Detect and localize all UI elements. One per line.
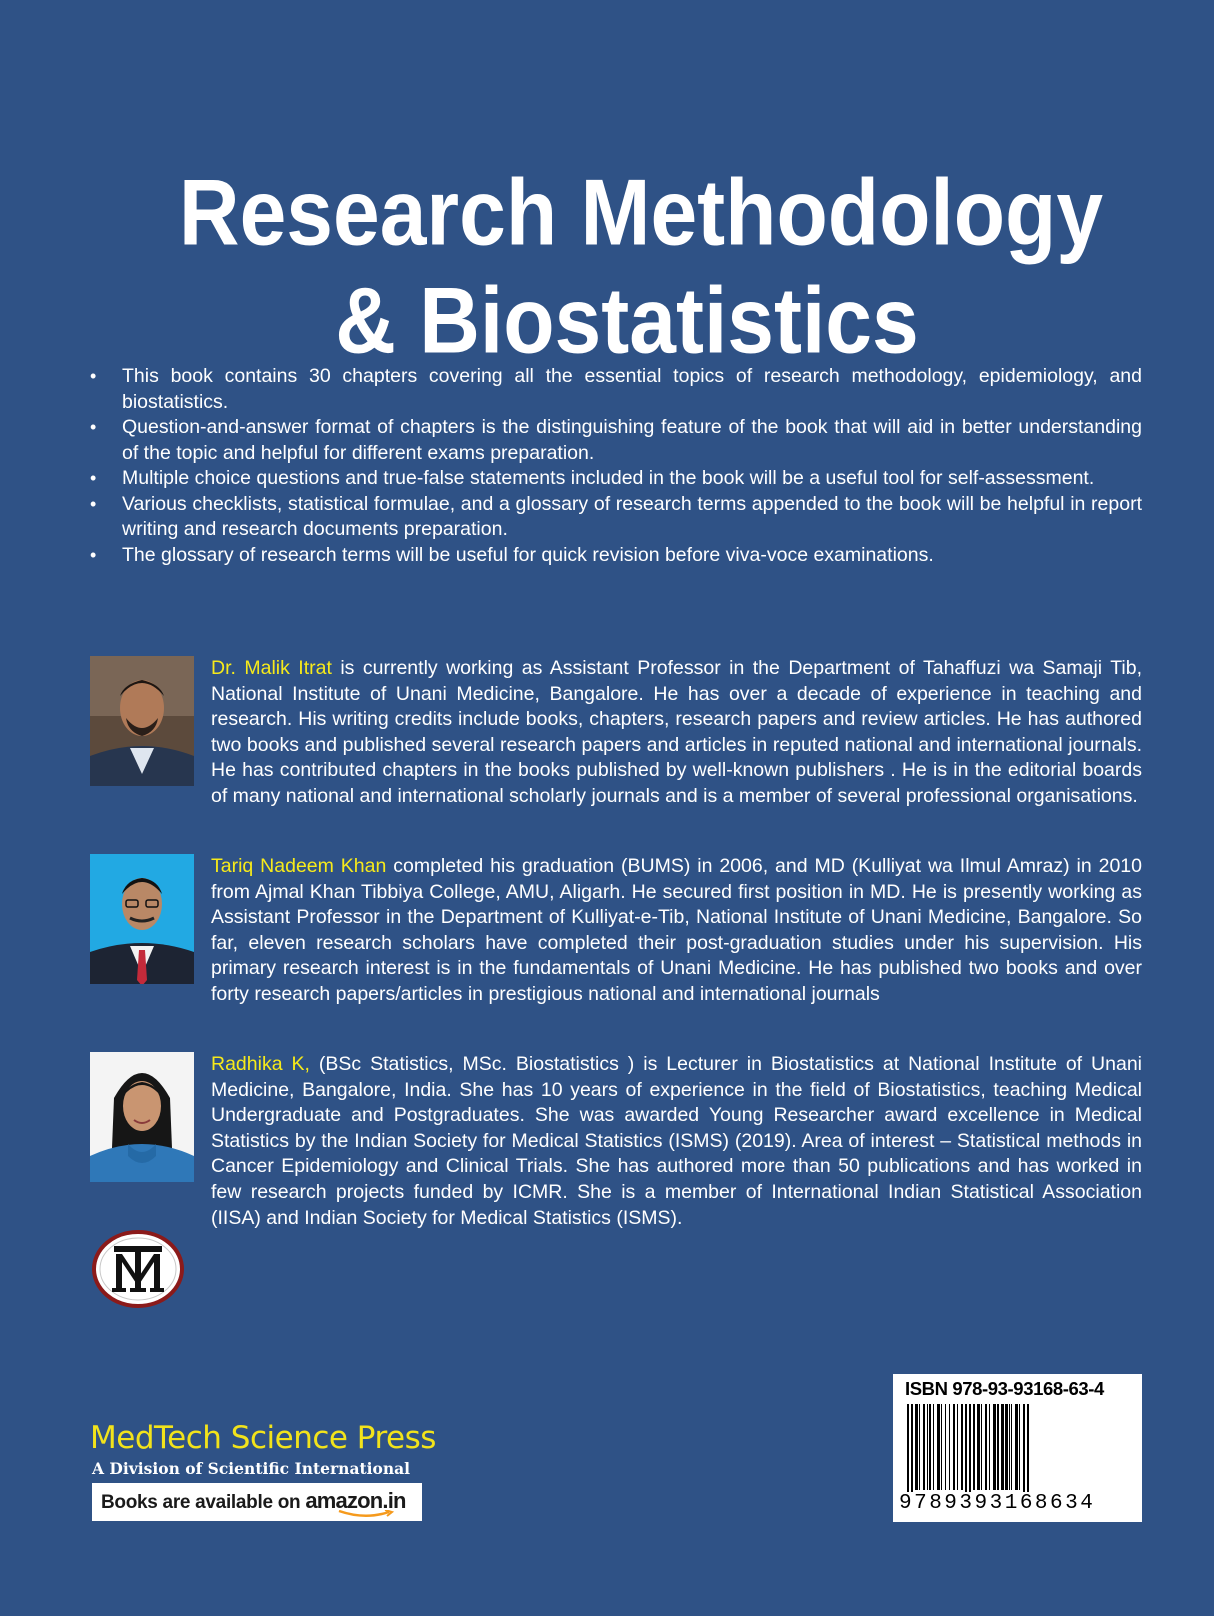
barcode-icon (905, 1404, 1130, 1500)
amazon-smile-icon (337, 1510, 397, 1518)
amazon-availability-banner (92, 1483, 422, 1521)
mt-monogram-logo-icon (92, 1230, 184, 1308)
isbn-barcode (893, 1374, 1142, 1522)
author-photo-tariq-nadeem-khan (90, 854, 194, 984)
feature-list (90, 364, 1142, 568)
author-bio: completed his graduation (BUMS) in 2006, and MD (Kulliyat wa Ilmul Amraz) in 2010 from Ajmal Khan Tibbiya College, AMU, Aligarh. He secured first position in MD. He is presently working as Assistant Professor in the Department of Kulliyat-e-Tib, National Institute of Unani Medicine, Bangalore. So far, eleven research scholars have completed their post-graduation studies under his supervision. His primary research interest is in the fundamentals of Unani Medicine. He has published two books and over forty research papers/articles in prestigious national and international journals (211, 855, 1142, 1005)
author-name: Radhika K, (211, 1053, 310, 1075)
publisher-name: MedTech Science Press (90, 1420, 436, 1456)
bullet-icon: • (90, 544, 97, 565)
publisher-division: A Division of Scientific International (92, 1459, 411, 1478)
bullet-icon: • (90, 493, 97, 514)
barcode-digits: 9789393168634 (899, 1492, 1137, 1515)
availability-text: Books are available on (101, 1492, 306, 1513)
book-title-line-1: Research Methodology (178, 159, 1104, 265)
book-title-line-2: & Biostatistics (335, 267, 919, 373)
feature-item: • The glossary of research terms will be useful for quick revision before viva-voce examinations. (90, 543, 1142, 569)
feature-item: • Multiple choice questions and true-false statements included in the book will be a useful tool for self-assessment. (90, 466, 1142, 492)
feature-item: • Various checklists, statistical formulae, and a glossary of research terms appended to the book will be helpful in report writing and research documents preparation. (90, 492, 1142, 540)
feature-item: • Question-and-answer format of chapters is the distinguishing feature of the book that will aid in better understanding of the topic and helpful for different exams preparation. (90, 416, 1142, 464)
bullet-icon: • (90, 468, 97, 488)
isbn-label: ISBN 978-93-93168-63-4 (905, 1378, 1104, 1399)
author-name: Tariq Nadeem Khan (211, 855, 387, 877)
author-photo-malik-itrat (90, 656, 194, 786)
author-photo-radhika-k (90, 1052, 194, 1182)
bullet-icon: • (90, 417, 97, 437)
bullet-icon: • (90, 366, 97, 386)
feature-item: • This book contains 30 chapters covering all the essential topics of research methodology, epidemiology, and biostatistics. (90, 365, 1142, 413)
author-bio: is currently working as Assistant Professor in the Department of Tahaffuzi wa Samaji Tib, National Institute of Unani Medicine, Bangalore. He has over a decade of experience in teaching and research. His writing credits include books, chapters, research papers and review articles. He has authored two books and published several research papers and articles in reputed national and international journals. He has contributed chapters in the books published by well-known publishers . He is in the editorial boards of many national and international scholarly journals and is a member of several professional organisations. (211, 657, 1142, 807)
author-name: Dr. Malik Itrat (211, 657, 332, 679)
author-bio: (BSc Statistics, MSc. Biostatistics ) is Lecturer in Biostatistics at National Institute of Unani Medicine, Bangalore, India. She has 10 years of experience in the field of Biostatistics, teaching Medical Undergraduate and Postgraduates. She was awarded Young Researcher award excellence in Medical Statistics by the Indian Society for Medical Statistics (ISMS) (2019). Area of interest – Statistical methods in Cancer Epidemiology and Clinical Trials. She has authored more than 50 publications and has worked in few research projects funded by ICMR. She is a member of International Indian Statistical Association (IISA) and Indian Society for Medical Statistics (ISMS). (211, 1053, 1142, 1229)
amazon-store-text: amazon.in (305, 1488, 406, 1513)
publisher-logo (92, 1230, 184, 1308)
